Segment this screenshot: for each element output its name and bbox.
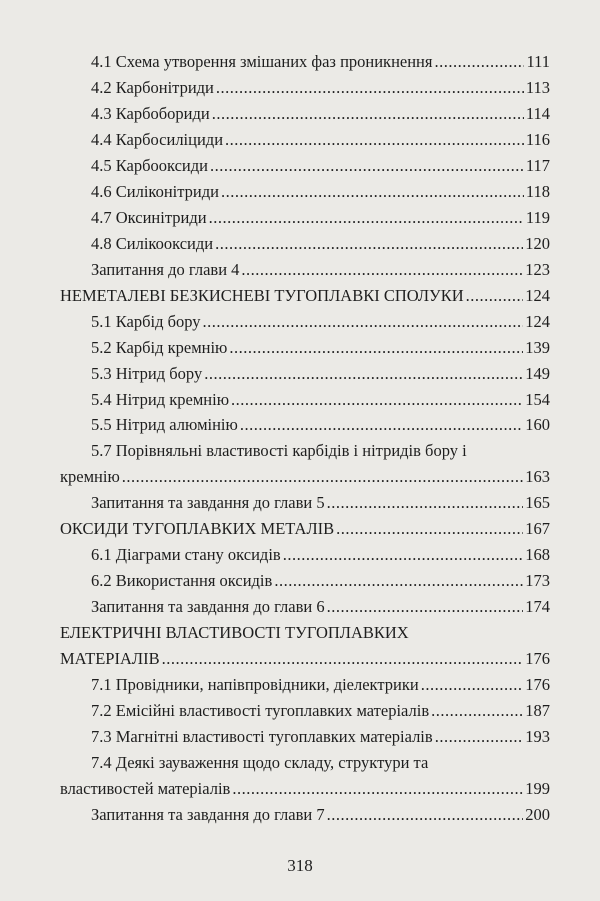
toc-entry-4-4[interactable] (91, 130, 550, 150)
toc-leader (229, 338, 523, 358)
toc-title: 6.2 Використання оксидів (91, 571, 273, 590)
toc-page-number: 165 (525, 493, 550, 512)
toc-entry-5-5[interactable] (91, 415, 550, 435)
toc-page-number: 168 (525, 545, 550, 564)
toc-page-number: 111 (526, 52, 550, 71)
toc-entry-7-4[interactable] (60, 779, 550, 799)
toc-chapter-7-line1[interactable] (60, 623, 409, 643)
toc-leader (435, 727, 524, 747)
toc-title: 7.3 Магнітні властивості тугоплавких матеріалів (91, 727, 433, 746)
toc-title: Запитання та завдання до глави 5 (91, 493, 325, 512)
toc-entry-6-1[interactable] (91, 545, 550, 565)
toc-title: 5.2 Карбід кремнію (91, 338, 228, 357)
toc-page-number: 174 (525, 597, 550, 616)
toc-entry-7-1[interactable] (91, 675, 550, 695)
toc-title: 4.3 Карбобориди (91, 104, 210, 123)
toc-entry-7-2[interactable] (91, 701, 550, 721)
toc-title: ЕЛЕКТРИЧНІ ВЛАСТИВОСТІ ТУГОПЛАВКИХ (60, 623, 409, 642)
toc-title: 5.1 Карбід бору (91, 312, 201, 331)
toc-leader (283, 545, 524, 565)
toc-page-number: 117 (525, 156, 550, 175)
toc-chapter-5[interactable] (60, 286, 550, 306)
toc-page-number: 123 (525, 260, 550, 279)
toc-entry-4-7[interactable] (91, 208, 550, 228)
toc-page-number: 160 (525, 415, 550, 434)
toc-page-number: 163 (525, 467, 550, 486)
toc-entry-5-7-line1[interactable] (91, 441, 518, 461)
toc-entry-questions-6[interactable] (91, 597, 550, 617)
toc-chapter-6[interactable] (60, 519, 550, 539)
toc-page-number: 173 (525, 571, 550, 590)
toc-page-number: 116 (525, 130, 550, 149)
toc-title: 4.6 Силіконітриди (91, 182, 219, 201)
toc-leader (241, 260, 523, 280)
toc-title: 7.1 Провідники, напівпровідники, діелектрики (91, 675, 419, 694)
toc-title: 5.4 Нітрид кремнію (91, 390, 230, 409)
toc-leader (327, 805, 524, 825)
toc-entry-5-2[interactable] (91, 338, 550, 358)
toc-leader (203, 312, 524, 332)
toc-page-number: 149 (525, 364, 550, 383)
toc-entry-5-4[interactable] (91, 390, 550, 410)
toc-title-continued: кремнію (60, 467, 120, 486)
toc-page-number: 200 (525, 805, 550, 824)
toc-leader (231, 390, 523, 410)
toc-page-number: 187 (525, 701, 550, 720)
toc-title: 4.4 Карбосиліциди (91, 130, 224, 149)
toc-page-number: 120 (525, 234, 550, 253)
toc-entry-6-2[interactable] (91, 571, 550, 591)
toc-page-number: 118 (525, 182, 550, 201)
toc-entry-5-1[interactable] (91, 312, 550, 332)
toc-title: 7.4 Деякі зауваження щодо складу, структури та (91, 753, 429, 772)
toc-page-number: 176 (525, 675, 550, 694)
toc-leader (421, 675, 524, 695)
toc-page-number: 124 (525, 312, 550, 331)
toc-title: 5.3 Нітрид бору (91, 364, 203, 383)
toc-title: 5.7 Порівняльні властивості карбідів і нітридів бору і (91, 441, 467, 460)
toc-title: ОКСИДИ ТУГОПЛАВКИХ МЕТАЛІВ (60, 519, 335, 538)
toc-title: 4.7 Оксинітриди (91, 208, 207, 227)
toc-leader (274, 571, 523, 591)
toc-entry-questions-5[interactable] (91, 493, 550, 513)
toc-title: 4.8 Силікооксиди (91, 234, 214, 253)
toc-title: Запитання та завдання до глави 7 (91, 805, 325, 824)
toc-leader (232, 779, 523, 799)
toc-leader (336, 519, 523, 539)
toc-leader (162, 649, 524, 669)
toc-entry-questions-4[interactable] (91, 260, 550, 280)
toc-title: Запитання та завдання до глави 6 (91, 597, 325, 616)
toc-page-number: 193 (525, 727, 550, 746)
toc-title: 5.5 Нітрид алюмінію (91, 415, 238, 434)
toc-title: 4.1 Схема утворення змішаних фаз проникнення (91, 52, 433, 71)
toc-leader (225, 130, 524, 150)
toc-leader (221, 182, 524, 202)
toc-page-number: 154 (525, 390, 550, 409)
toc-leader (431, 701, 523, 721)
toc-leader (327, 597, 524, 617)
toc-entry-questions-7[interactable] (91, 805, 550, 825)
toc-title: 6.1 Діаграми стану оксидів (91, 545, 281, 564)
toc-entry-5-7[interactable] (60, 467, 550, 487)
toc-leader (466, 286, 524, 306)
toc-entry-5-3[interactable] (91, 364, 550, 384)
toc-leader (240, 415, 523, 435)
toc-entry-4-3[interactable] (91, 104, 550, 124)
toc-leader (209, 208, 524, 228)
toc-title: 7.2 Емісійні властивості тугоплавких матеріалів (91, 701, 430, 720)
page-number: 318 (287, 856, 313, 875)
toc-page-number: 113 (525, 78, 550, 97)
toc-entry-7-4-line1[interactable] (91, 753, 428, 773)
toc-page-number: 199 (525, 779, 550, 798)
toc-title: НЕМЕТАЛЕВІ БЕЗКИСНЕВІ ТУГОПЛАВКІ СПОЛУКИ (60, 286, 464, 305)
toc-leader (215, 234, 523, 254)
toc-leader (216, 78, 524, 98)
toc-leader (210, 156, 524, 176)
toc-page-number: 114 (525, 104, 550, 123)
toc-title-continued: властивостей матеріалів (60, 779, 231, 798)
toc-title-continued: МАТЕРІАЛІВ (60, 649, 160, 668)
toc-page-number: 139 (525, 338, 550, 357)
toc-title: Запитання до глави 4 (91, 260, 240, 279)
toc-title: 4.2 Карбонітриди (91, 78, 214, 97)
toc-entry-4-5[interactable] (91, 156, 550, 176)
toc-page-number: 167 (525, 519, 550, 538)
toc-leader (327, 493, 524, 513)
toc-entry-4-1[interactable] (91, 52, 550, 72)
toc-leader (212, 104, 524, 124)
toc-page-number: 124 (525, 286, 550, 305)
toc-title: 4.5 Карбооксиди (91, 156, 208, 175)
toc-leader (122, 467, 523, 487)
toc-page-number: 119 (525, 208, 550, 227)
toc-chapter-7[interactable] (60, 649, 550, 669)
toc-entry-4-6[interactable] (91, 182, 550, 202)
toc-entry-4-2[interactable] (91, 78, 550, 98)
toc-entry-7-3[interactable] (91, 727, 550, 747)
toc-entry-4-8[interactable] (91, 234, 550, 254)
toc-page-number: 176 (525, 649, 550, 668)
toc-leader (204, 364, 523, 384)
toc-leader (434, 52, 524, 72)
